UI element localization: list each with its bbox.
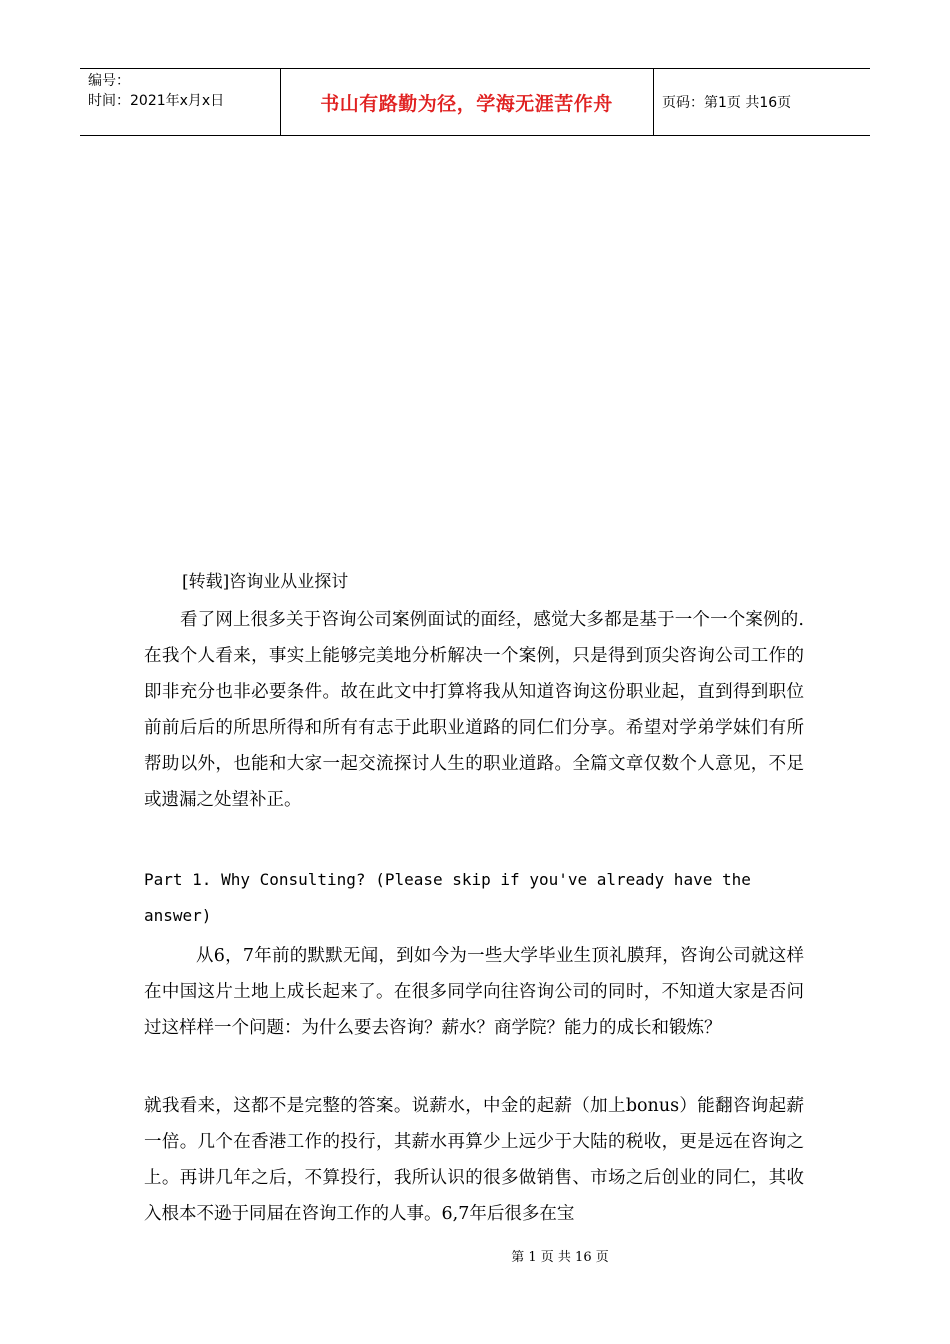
opinion-paragraph: 就我看来，这都不是完整的答案。说薪水，中金的起薪（加上bonus）能翻咨询起薪一倍。几个在香港工作的投行，其薪水再算少上远少于大陆的税收，更是远在咨询之上。再讲几年之后，不算投行，我所认识的很多做销售、市场之后创业的同仁，其收入根本不逊于同届在咨询工作的人事。6,7年后很多在宝 xyxy=(144,1096,804,1224)
intro-paragraph: 看了网上很多关于咨询公司案例面试的面经，感觉大多都是基于一个一个案例的.在我个人看来，事实上能够完美地分析解决一个案例，只是得到顶尖咨询公司工作的即非充分也非必要条件。故在此文中打算将我从知道咨询这份职业起，直到得到职位前前后后的所思所得和所有有志于此职业道路的同仁们分享。希望对学弟学妹们有所帮助以外，也能和大家一起交流探讨人生的职业道路。全篇文章仅数个人意见，不足或遗漏之处望补正。 xyxy=(144,610,804,810)
header-motto: 书山有路勤为径，学海无涯苦作舟 xyxy=(320,92,613,115)
number-label: 编号： xyxy=(88,73,130,89)
growth-paragraph: 从6，7年前的默默无闻，到如今为一些大学毕业生顶礼膜拜，咨询公司就这样在中国这片土地上成长起来了。在很多同学向往咨询公司的同时，不知道大家是否问过这样样一个问题：为什么要去咨询？薪水？商学院？能力的成长和锻炼？ xyxy=(144,946,804,1038)
part-heading: Part 1. Why Consulting? (Please skip if you've already have the answer) xyxy=(144,870,751,925)
page-header xyxy=(80,68,870,136)
header-meta xyxy=(88,71,224,111)
header-divider xyxy=(653,69,654,135)
header-page-info: 页码：第1页 共16页 xyxy=(662,95,792,111)
document-title: [转载]咨询业从业探讨 xyxy=(182,572,349,592)
page-footer: 第 1 页 共 16 页 xyxy=(511,1250,609,1265)
time-label: 时间：2021年x月x日 xyxy=(88,93,225,109)
